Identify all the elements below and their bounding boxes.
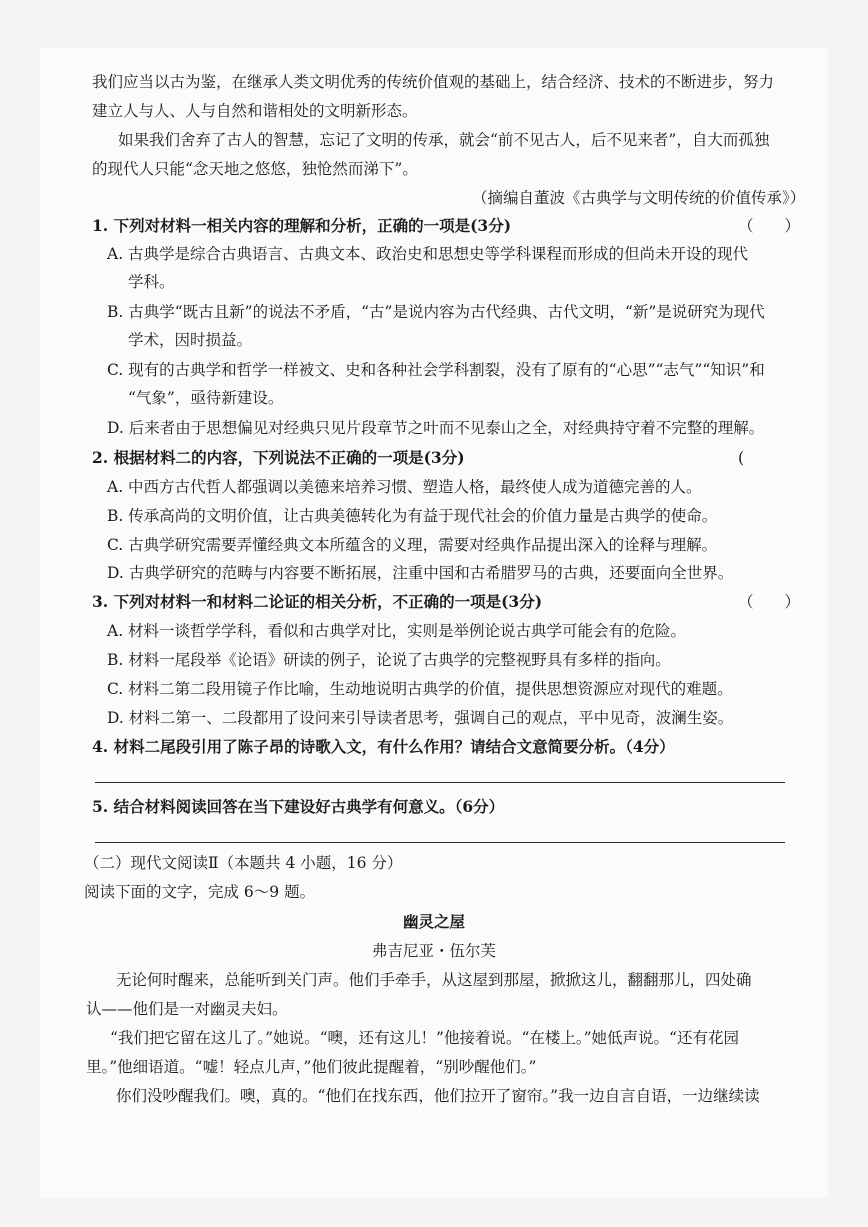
option-c-cont: “气象”，亟待新建设。 [128,389,284,407]
option-b: B. 古典学“既古且新”的说法不矛盾，“古”是说内容为古代经典、古代文明，“新”是说研究为现代 [107,303,765,321]
question-2-stem: 2. 根据材料二的内容，下列说法不正确的一项是(3分) [92,448,465,467]
story-line: 你们没吵醒我们。噢，真的。“他们在找东西，他们拉开了窗帘。”我一边自言自语，一边继续读 [116,1087,760,1105]
option-a: A. 中西方古代哲人都强调以美德来培养习惯、塑造人格，最终使人成为道德完善的人。 [107,478,702,496]
question-4-stem: 4. 材料二尾段引用了陈子昂的诗歌入文，有什么作用？请结合文意简要分析。（4分） [92,737,675,756]
option-d: D. 材料二第一、二段都用了设问来引导读者思考，强调自己的观点，平中见奇，波澜生姿。 [107,709,734,727]
option-b-cont: 学术，因时损益。 [128,331,253,349]
answer-paren[interactable]: （ ） [738,593,801,611]
passage-source: （摘编自董波《古典学与文明传统的价值传承》） [472,189,806,207]
option-a-cont: 学科。 [128,273,175,291]
answer-line[interactable] [95,842,785,843]
story-title: 幽灵之屋 [402,912,465,931]
option-c: C. 材料二第二段用镜子作比喻，生动地说明古典学的价值，提供思想资源应对现代的难题。 [107,680,733,698]
option-b: B. 传承高尚的文明价值，让古典美德转化为有益于现代社会的价值力量是古典学的使命。 [107,507,718,525]
story-line: “我们把它留在这儿了。”她说。“噢，还有这儿！”他接着说。“在楼上。”她低声说。“还有花园 [110,1029,739,1047]
answer-paren[interactable]: （ ） [738,217,801,235]
option-d: D. 后来者由于思想偏见对经典只见片段章节之叶而不见泰山之全，对经典持守着不完整的理解。 [107,419,765,437]
story-line: 里。”他细语道。“嘘！轻点儿声，”他们彼此提醒着，“别吵醒他们。” [86,1058,537,1076]
question-1-stem: 1. 下列对材料一相关内容的理解和分析，正确的一项是(3分) [92,216,512,235]
section-heading: （二）现代文阅读Ⅱ（本题共 4 小题，16 分） [84,854,403,872]
option-b: B. 材料一尾段举《论语》研读的例子，论说了古典学的完整视野具有多样的指向。 [107,651,671,669]
option-a: A. 古典学是综合古典语言、古典文本、政治史和思想史等学科课程而形成的但尚未开设的现代 [107,245,749,263]
passage-line: 建立人与人、人与自然和谐相处的文明新形态。 [92,102,418,120]
story-line: 认——他们是一对幽灵夫妇。 [86,1000,288,1018]
story-author: 弗吉尼亚・伍尔芙 [371,942,496,960]
passage-line: 如果我们舍弃了古人的智慧，忘记了文明的传承，就会“前不见古人，后不见来者”，自大而孤独 [118,131,770,149]
question-5-stem: 5. 结合材料阅读回答在当下建设好古典学有何意义。（6分） [92,797,505,816]
option-c: C. 古典学研究需要弄懂经典文本所蕴含的义理，需要对经典作品提出深入的诠释与理解。 [107,536,718,554]
option-c: C. 现有的古典学和哲学一样被文、史和各种社会学科割裂，没有了原有的“心思”“志气”“知识”和 [107,361,765,379]
passage-line: 的现代人只能“念天地之悠悠，独怆然而涕下”。 [92,160,418,178]
answer-line[interactable] [95,782,785,783]
story-line: 无论何时醒来，总能听到关门声。他们手牵手，从这屋到那屋，掀掀这儿，翻翻那儿，四处确 [116,971,752,989]
option-a: A. 材料一谈哲学学科，看似和古典学对比，实则是举例论说古典学可能会有的危险。 [107,622,687,640]
section-instruction: 阅读下面的文字，完成 6～9 题。 [84,883,316,901]
passage-line: 我们应当以古为鉴，在继承人类文明优秀的传统价值观的基础上，结合经济、技术的不断进步，努力 [92,73,775,91]
answer-paren[interactable]: ( [738,449,745,467]
question-3-stem: 3. 下列对材料一和材料二论证的相关分析，不正确的一项是(3分) [92,592,543,611]
option-d: D. 古典学研究的范畴与内容要不断拓展，注重中国和古希腊罗马的古典，还要面向全世界。 [107,564,734,582]
